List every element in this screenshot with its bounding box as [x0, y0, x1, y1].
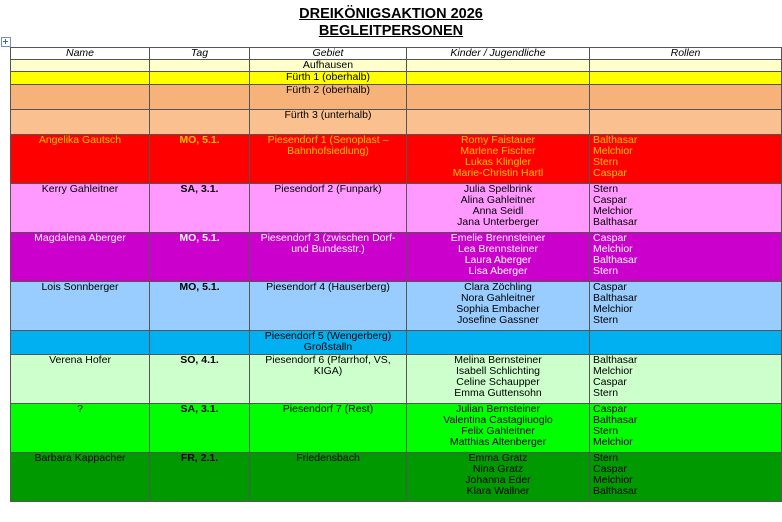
cell-rollen-line: Caspar — [593, 403, 627, 415]
cell-rollen[interactable] — [590, 232, 782, 281]
header-kinder: Kinder / Jugendliche — [407, 48, 590, 60]
cell-kinder[interactable] — [407, 403, 590, 452]
cell-rollen-line: Stern — [593, 387, 619, 400]
cell-kinder-line: Marie-Christin Hartl — [452, 167, 544, 180]
cell-gebiet[interactable] — [250, 109, 407, 134]
cell-tag[interactable]: SA, 3.1. — [150, 403, 250, 452]
table-row — [11, 109, 782, 134]
cell-name[interactable]: Lois Sonnberger — [11, 281, 150, 330]
cell-rollen-line: Caspar — [593, 462, 627, 475]
table-row — [11, 183, 782, 232]
cell-gebiet-line: Piesendorf 1 (Senoplast – — [267, 134, 389, 146]
cell-gebiet-line: Piesendorf 3 (zwischen Dorf- — [260, 232, 396, 244]
cell-gebiet-line: Piesendorf 4 (Hauserberg) — [266, 281, 390, 293]
cell-tag[interactable] — [150, 60, 250, 72]
cell-kinder-line: Anna Seidl — [472, 205, 524, 218]
cell-name[interactable] — [11, 60, 150, 72]
cell-rollen[interactable] — [590, 109, 782, 134]
cell-rollen-line: Balthasar — [593, 254, 638, 267]
cell-tag[interactable]: MO, 5.1. — [150, 281, 250, 330]
escort-table — [10, 47, 782, 502]
cell-name[interactable]: ? — [11, 403, 150, 452]
cell-name[interactable] — [11, 84, 150, 109]
cell-name[interactable] — [11, 330, 150, 354]
cell-rollen-line: Balthasar — [593, 485, 638, 498]
cell-rollen-line: Caspar — [593, 193, 627, 206]
cell-kinder-line: Lukas Klingler — [465, 156, 531, 169]
cell-gebiet-line: Piesendorf 7 (Rest) — [282, 403, 374, 415]
cell-rollen-line: Stern — [593, 452, 619, 464]
cell-rollen-line: Melchior — [593, 144, 633, 157]
cell-gebiet-line: Piesendorf 5 (Wengerberg) — [264, 330, 392, 342]
cell-rollen-line: Melchior — [593, 364, 633, 377]
table-row — [11, 452, 782, 501]
cell-gebiet-line: Piesendorf 2 (Funpark) — [274, 183, 382, 195]
cell-rollen-line: Melchior — [593, 303, 633, 316]
cell-rollen-line: Stern — [593, 265, 619, 278]
header-name: Name — [11, 48, 150, 60]
cell-rollen-line: Melchior — [593, 436, 633, 449]
cell-gebiet[interactable] — [250, 281, 407, 330]
header-gebiet: Gebiet — [250, 48, 407, 60]
cell-kinder[interactable] — [407, 281, 590, 330]
cell-tag[interactable] — [150, 84, 250, 109]
cell-rollen-line: Caspar — [593, 167, 627, 180]
cell-rollen-line: Balthasar — [593, 354, 638, 366]
cell-kinder-line: Matthias Altenberger — [449, 436, 547, 449]
document-title: DREIKÖNIGSAKTION 2026 — [299, 6, 483, 22]
cell-kinder-line: Julian Bernsteiner — [455, 403, 541, 415]
cell-rollen[interactable] — [590, 452, 782, 501]
cell-kinder-line: Josefine Gassner — [457, 314, 539, 327]
cell-name[interactable] — [11, 72, 150, 84]
cell-tag[interactable]: SA, 3.1. — [150, 183, 250, 232]
table-row — [11, 354, 782, 403]
table-row — [11, 232, 782, 281]
cell-gebiet[interactable] — [250, 330, 407, 354]
header-rollen: Rollen — [590, 48, 782, 60]
cell-kinder[interactable] — [407, 354, 590, 403]
cell-rollen-line: Caspar — [593, 281, 627, 293]
cell-kinder-line: Alina Gahleitner — [460, 193, 536, 206]
table-header-row — [11, 48, 782, 60]
cell-gebiet-line: Piesendorf 6 (Pfarrhof, VS, — [265, 354, 391, 366]
cell-rollen-line: Caspar — [593, 232, 627, 244]
cell-rollen-line: Balthasar — [593, 413, 638, 426]
cell-gebiet-line: Aufhausen — [302, 59, 354, 72]
cell-kinder-line: Marlene Fischer — [460, 144, 536, 157]
cell-gebiet[interactable] — [250, 232, 407, 281]
cell-rollen-line: Stern — [593, 183, 619, 195]
cell-gebiet[interactable] — [250, 72, 407, 84]
cell-rollen[interactable] — [590, 281, 782, 330]
cell-kinder-line: Clara Zöchling — [464, 281, 532, 293]
cell-rollen[interactable] — [590, 183, 782, 232]
cell-tag[interactable]: SO, 4.1. — [150, 354, 250, 403]
cell-kinder-line: Sophia Embacher — [456, 303, 540, 316]
cell-gebiet-line: KIGA) — [313, 364, 343, 377]
cell-kinder-line: Nora Gahleitner — [460, 291, 536, 304]
cell-name[interactable] — [11, 109, 150, 134]
table-row — [11, 72, 782, 84]
cell-rollen-line: Stern — [593, 156, 619, 169]
cell-rollen-line: Caspar — [593, 376, 627, 389]
cell-kinder-line: Jana Unterberger — [457, 216, 539, 229]
cell-kinder[interactable] — [407, 72, 590, 84]
cell-kinder-line: Felix Gahleitner — [461, 425, 535, 438]
cell-kinder-line: Nina Gratz — [472, 462, 524, 475]
document-subtitle: BEGLEITPERSONEN — [318, 23, 464, 39]
cell-kinder[interactable] — [407, 232, 590, 281]
cell-rollen[interactable] — [590, 84, 782, 109]
cell-rollen-line: Stern — [593, 314, 619, 327]
cell-gebiet[interactable] — [250, 403, 407, 452]
cell-kinder-line: Romy Faistauer — [460, 134, 536, 146]
cell-rollen[interactable] — [590, 403, 782, 452]
cell-kinder[interactable] — [407, 183, 590, 232]
cell-rollen[interactable] — [590, 330, 782, 354]
cell-gebiet-line: Friedensbach — [296, 452, 360, 464]
cell-rollen[interactable] — [590, 72, 782, 84]
cell-kinder-line: Celine Schaupper — [456, 376, 540, 389]
cell-tag[interactable] — [150, 109, 250, 134]
cell-kinder-line: Johanna Eder — [465, 474, 531, 487]
table-move-handle-icon[interactable] — [1, 37, 11, 47]
cell-gebiet[interactable] — [250, 183, 407, 232]
cell-gebiet[interactable] — [250, 134, 407, 183]
cell-rollen-line: Balthasar — [593, 291, 638, 304]
cell-kinder-line: Lea Brennsteiner — [458, 242, 538, 255]
cell-rollen-line: Melchior — [593, 474, 633, 487]
cell-kinder-line: Julia Spelbrink — [463, 183, 533, 195]
cell-kinder-line: Klara Wallner — [466, 485, 530, 498]
cell-kinder-line: Emma Gratz — [468, 452, 528, 464]
cell-kinder-line: Isabell Schlichting — [455, 364, 541, 377]
cell-gebiet[interactable] — [250, 452, 407, 501]
cell-kinder[interactable] — [407, 60, 590, 72]
cell-gebiet-line: Fürth 3 (unterhalb) — [284, 109, 372, 121]
cell-name[interactable]: Kerry Gahleitner — [11, 183, 150, 232]
cell-kinder-line: Laura Aberger — [464, 254, 532, 267]
cell-kinder[interactable] — [407, 109, 590, 134]
table-row — [11, 84, 782, 109]
cell-tag[interactable]: MO, 5.1. — [150, 134, 250, 183]
cell-kinder-line: Valentina Castagliuoglo — [443, 413, 553, 426]
cell-rollen[interactable] — [590, 354, 782, 403]
cell-gebiet[interactable] — [250, 84, 407, 109]
cell-rollen-line: Balthasar — [593, 134, 638, 146]
cell-rollen-line: Melchior — [593, 242, 633, 255]
cell-kinder[interactable] — [407, 134, 590, 183]
cell-rollen-line: Balthasar — [593, 216, 638, 229]
cell-tag[interactable] — [150, 72, 250, 84]
cell-name[interactable]: Verena Hofer — [11, 354, 150, 403]
cell-kinder-line: Emma Guttensohn — [454, 387, 542, 400]
cell-rollen-line: Melchior — [593, 205, 633, 218]
cell-rollen-line: Stern — [593, 425, 619, 438]
table-row — [11, 134, 782, 183]
cell-kinder-line: Emelie Brennsteiner — [450, 232, 546, 244]
cell-tag[interactable]: FR, 2.1. — [150, 452, 250, 501]
table-row — [11, 403, 782, 452]
cell-gebiet-line: Fürth 2 (oberhalb) — [285, 84, 371, 96]
cell-name[interactable]: Angelika Gautsch — [11, 134, 150, 183]
cell-gebiet[interactable] — [250, 354, 407, 403]
header-tag: Tag — [150, 48, 250, 60]
table-row — [11, 60, 782, 72]
cell-kinder-line: Melina Bernsteiner — [454, 354, 542, 366]
cell-kinder[interactable] — [407, 330, 590, 354]
cell-rollen[interactable] — [590, 134, 782, 183]
cell-kinder-line: Lisa Aberger — [468, 265, 528, 278]
cell-tag[interactable]: MO, 5.1. — [150, 232, 250, 281]
cell-kinder[interactable] — [407, 84, 590, 109]
cell-gebiet-line: Fürth 1 (oberhalb) — [285, 71, 371, 84]
cell-gebiet[interactable] — [250, 60, 407, 72]
cell-rollen[interactable] — [590, 60, 782, 72]
table-row — [11, 281, 782, 330]
cell-tag[interactable] — [150, 330, 250, 354]
cell-gebiet-line: und Bundesstr.) — [291, 242, 365, 255]
cell-name[interactable]: Magdalena Aberger — [11, 232, 150, 281]
cell-kinder[interactable] — [407, 452, 590, 501]
cell-gebiet-line: Bahnhofsiedlung) — [287, 144, 369, 157]
cell-name[interactable]: Barbara Kappacher — [11, 452, 150, 501]
cell-gebiet-line: Großstalln — [303, 340, 353, 353]
table-row — [11, 330, 782, 354]
